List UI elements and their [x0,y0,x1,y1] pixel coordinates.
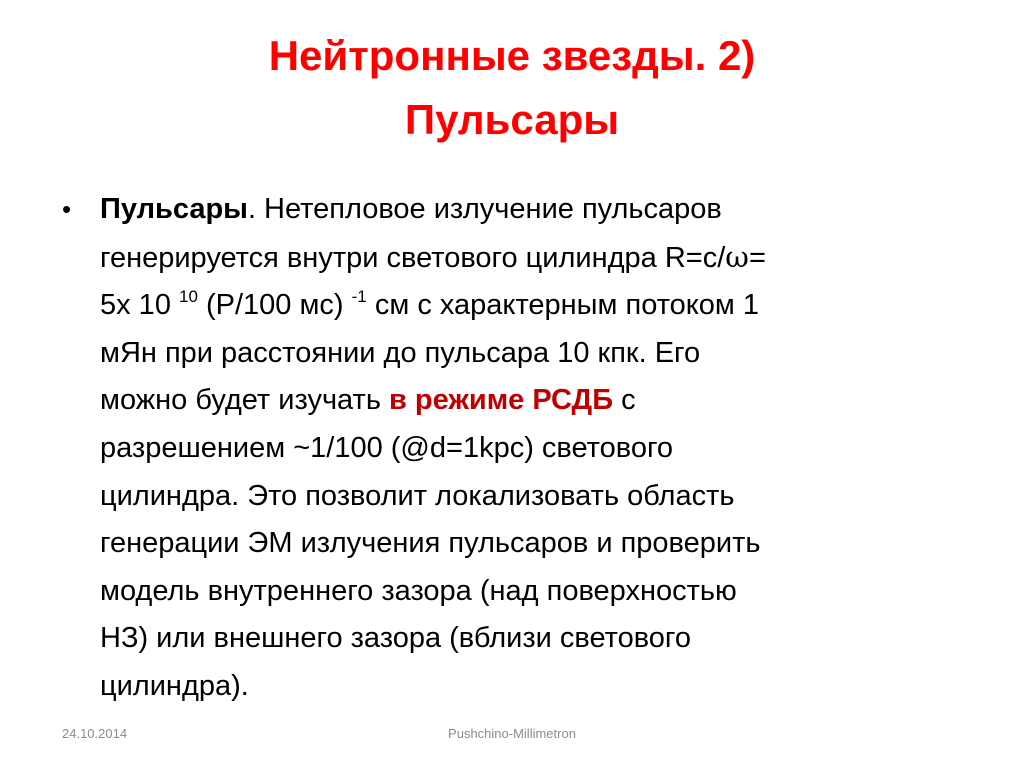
paragraph-text-fragment: можно будет изучать [100,384,389,417]
paragraph-text-fragment: генерируется внутри светового цилиндра R=c/ [100,241,726,274]
slide-title [60,24,964,152]
paragraph-line-1 [100,186,960,234]
bullet-marker: • [62,194,72,224]
paragraph-text-fragment: с [613,384,636,417]
paragraph-line-5 [100,377,960,425]
paragraph-text-fragment: = [748,241,766,274]
footer-date: 24.10.2014 [62,726,128,741]
paragraph-line-9: модель внутреннего зазора (над поверхностью [100,574,737,607]
vlbi-mode-highlight: в режиме РСДБ [389,384,614,417]
paragraph-line-8: генерации ЭМ излучения пульсаров и проверить [100,527,761,560]
paragraph-lead-term: Пульсары [100,193,248,225]
paragraph-line-4: мЯн при расстоянии до пульсара 10 кпк. Его [100,336,701,369]
exponent-superscript: -1 [351,287,367,307]
paragraph-line-11: цилиндра). [100,669,249,702]
paragraph-line-3 [100,282,960,330]
footer-event-name: Pushchino-Millimetron [448,726,576,741]
paragraph-text-fragment: см с характерным потоком 1 [366,289,760,322]
paragraph-text-fragment: . Нетепловое излучение пульсаров [247,193,722,225]
exponent-superscript: 10 [179,287,198,307]
paragraph-text-fragment: 5x 10 [100,289,179,322]
paragraph-line-2 [100,234,960,283]
paragraph-line-10: НЗ) или внешнего зазора (вблизи светового [100,622,691,655]
omega-symbol: ω [725,239,749,274]
paragraph-text-fragment: (P/100 мс) [197,289,352,322]
title-line-1: Нейтронные звезды. 2) [268,32,756,79]
title-line-2: Пульсары [404,96,620,143]
paragraph-line-7: цилиндра. Это позволит локализовать область [100,479,735,512]
bullet-paragraph [100,186,960,711]
paragraph-line-6: разрешением ~1/100 (@d=1kpc) светового [100,431,674,464]
